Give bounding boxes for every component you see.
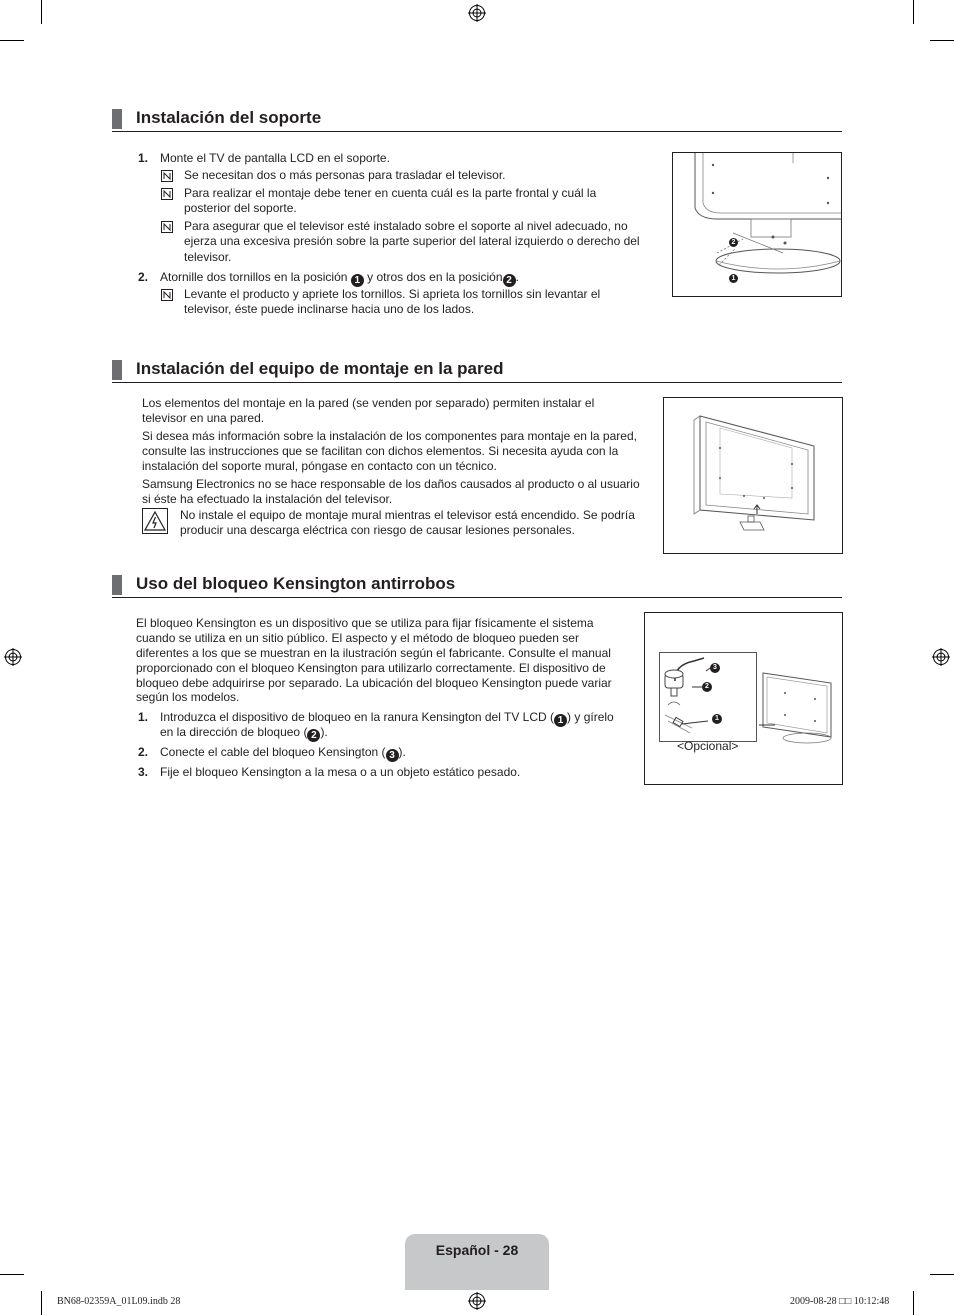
note-text: posterior del soporte. — [184, 201, 297, 215]
note-text: ejerza una excesiva presión sobre la parte superior del lateral izquierdo o derecho del — [184, 234, 640, 248]
paragraph-text: instalación del soporte mural, póngase en contacto con un técnico. — [142, 459, 497, 473]
step-text: Introduzca el dispositivo de bloqueo en la ranura Kensington del TV LCD ( 1 ) y gírelo — [160, 710, 614, 726]
kensington-lock-icon — [660, 653, 756, 741]
section-bar — [112, 575, 122, 595]
step-number: 1. — [138, 710, 149, 724]
tv-stand-icon — [673, 153, 841, 296]
paragraph-text: si éste ha efectuado la instalación del televisor. — [142, 492, 393, 506]
warning-icon — [142, 508, 168, 534]
marker-2-icon: 2 — [307, 729, 320, 742]
note-text: Se necesitan dos o más personas para trasladar el televisor. — [184, 168, 506, 182]
warning-text: No instale el equipo de montaje mural mientras el televisor está encendido. Se podría — [180, 508, 635, 522]
crop-mark — [930, 40, 954, 41]
section-title: Instalación del equipo de montaje en la pared — [136, 359, 504, 378]
step-text: en la dirección de bloqueo ( 2 ). — [160, 725, 328, 741]
page-label: Español - 28 — [435, 1242, 519, 1258]
stand-illustration — [672, 152, 842, 297]
step-number: 2. — [138, 270, 149, 284]
section-header-stand — [112, 109, 842, 132]
note-text: televisor. — [184, 250, 232, 264]
paragraph-text: Los elementos del montaje en la pared (se venden por separado) permiten instalar el — [142, 396, 595, 410]
crop-mark — [41, 0, 42, 24]
warning-text: producir una descarga eléctrica con riesgo de causar lesiones personales. — [180, 523, 575, 537]
crop-mark — [41, 1291, 42, 1315]
section-bar — [112, 360, 122, 380]
crop-mark — [913, 0, 914, 24]
note-text: Para realizar el montaje debe tener en cuenta cuál es la parte frontal y cuál la — [184, 186, 597, 200]
section-header-wall-mount — [112, 360, 842, 383]
marker-1-icon: 1 — [712, 714, 722, 724]
date-slug: 2009-08-28 □□ 10:12:48 — [790, 1296, 890, 1307]
registration-mark-icon — [932, 648, 950, 666]
tv-wall-mount-icon — [664, 398, 842, 553]
note-text: Levante el producto y apriete los tornillos. Si aprieta los tornillos sin levantar el — [184, 287, 601, 301]
section-bar — [112, 109, 122, 129]
crop-mark — [930, 1274, 954, 1275]
section-header-kensington — [112, 575, 842, 598]
file-slug: BN68-02359A_01L09.indb 28 — [57, 1296, 181, 1307]
wall-mount-illustration — [663, 397, 843, 554]
note-text: Para asegurar que el televisor esté instalado sobre el soporte al nivel adecuado, no — [184, 219, 628, 233]
figure-caption: <Opcional> — [677, 739, 739, 753]
tv-rear-icon — [755, 665, 839, 747]
note-text: televisor, éste puede inclinarse hacia uno de los lados. — [184, 302, 475, 316]
paragraph-text: Samsung Electronics no se hace responsable de los daños causados al producto o al usuario — [142, 477, 640, 491]
step-text: Conecte el cable del bloqueo Kensington ( 3 ). — [160, 745, 406, 761]
step-text: Fije el bloqueo Kensington a la mesa o a un objeto estático pesado. — [160, 765, 521, 779]
paragraph-text: proporcionado con el bloqueo Kensington para utilizarlo correctamente. El dispositivo de — [136, 661, 606, 675]
step-number: 1. — [138, 151, 149, 165]
kensington-illustration — [644, 612, 843, 785]
marker-2-icon: 2 — [702, 682, 712, 692]
registration-mark-icon — [468, 1292, 486, 1310]
marker-2-icon: 2 — [729, 238, 738, 247]
registration-mark-icon — [4, 648, 22, 666]
section-title: Instalación del soporte — [136, 108, 322, 127]
step-number: 3. — [138, 765, 149, 779]
marker-1-icon: 1 — [554, 714, 567, 727]
step-number: 2. — [138, 745, 149, 759]
page-number-tab — [405, 1234, 549, 1290]
note-icon — [161, 289, 173, 301]
step-text: Atornille dos tornillos en la posición 1 y otros dos en la posición 2 . — [160, 270, 519, 286]
marker-3-icon: 3 — [386, 749, 399, 762]
note-icon — [161, 188, 173, 200]
marker-1-icon: 1 — [351, 274, 364, 287]
step-text: Monte el TV de pantalla LCD en el soporte. — [160, 151, 390, 165]
marker-2-icon: 2 — [503, 274, 516, 287]
note-icon — [161, 221, 173, 233]
crop-mark — [913, 1291, 914, 1315]
paragraph-text: El bloqueo Kensington es un dispositivo que se utiliza para fijar físicamente el sistema — [136, 616, 594, 630]
paragraph-text: televisor en una pared. — [142, 411, 265, 425]
paragraph-text: consulte las instrucciones que se facilitan con dichos elementos. Si necesita ayuda con la — [142, 444, 619, 458]
crop-mark — [0, 1274, 24, 1275]
paragraph-text: diferentes a los que se muestran en la ilustración según el fabricante. Consulte el manual — [136, 646, 611, 660]
paragraph-text: Si desea más información sobre la instalación de los componentes para montaje en la pared, — [142, 429, 637, 443]
paragraph-text: según los modelos. — [136, 690, 240, 704]
note-icon — [161, 170, 173, 182]
crop-mark — [0, 40, 24, 41]
section-title: Uso del bloqueo Kensington antirrobos — [136, 574, 456, 593]
lock-detail-box — [659, 652, 757, 742]
registration-mark-icon — [468, 4, 486, 22]
paragraph-text: bloqueo debe adquirirse por separado. La ubicación del bloqueo Kensington puede variar — [136, 676, 612, 690]
paragraph-text: cuando se utiliza en un sitio público. El aspecto y el método de bloqueo pueden ser — [136, 631, 579, 645]
marker-1-icon: 1 — [729, 274, 738, 283]
marker-3-icon: 3 — [710, 663, 720, 673]
